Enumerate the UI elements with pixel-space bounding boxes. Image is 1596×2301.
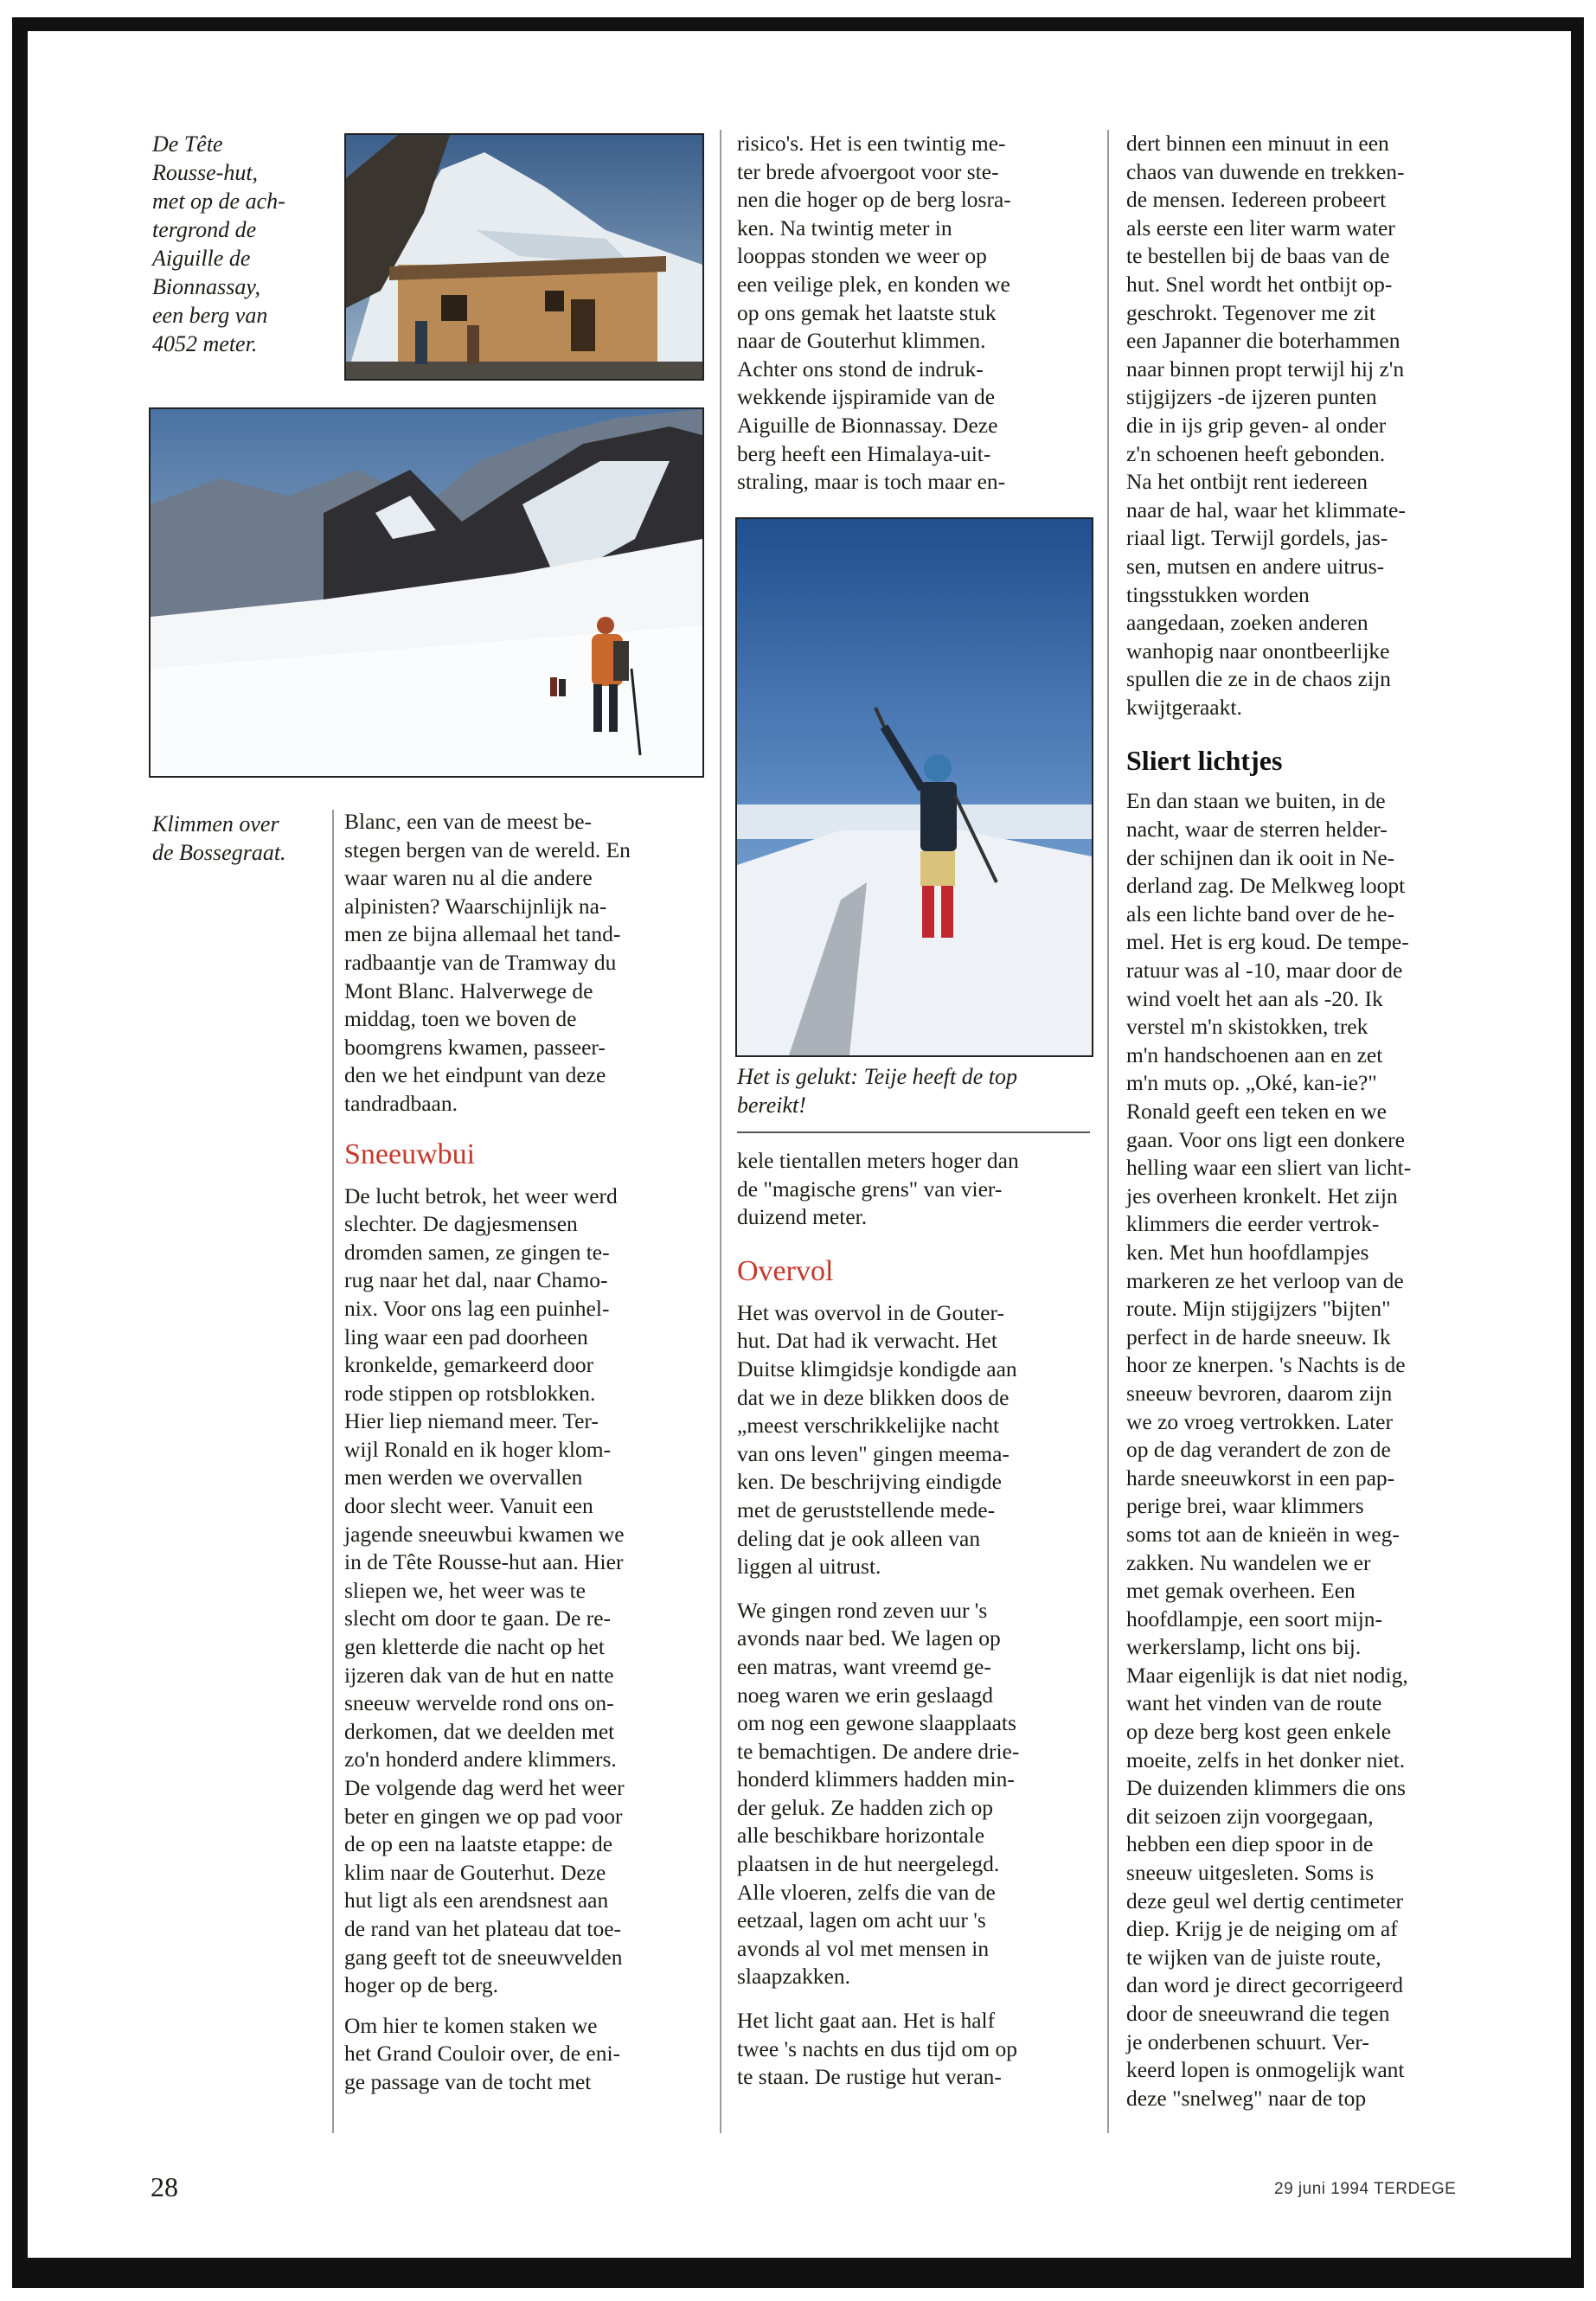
col2-paragraph-2: kele tientallen meters hoger dan de "magische grens" van vier- duizend meter. [737, 1148, 1019, 1230]
caption-hut: De Tête Rousse-hut, met op de ach- tergrond de Aiguille de Bionnassay, een berg van 4052 meter. [152, 131, 285, 356]
column-1 [344, 808, 716, 2097]
column-rule-1 [332, 810, 334, 2133]
col1-paragraph-3: Om hier te komen staken we het Grand Couloir over, de eni- ge passage van de tocht met [344, 2012, 621, 2094]
col2-paragraph-5: Het licht gaat aan. Het is half twee 's nachts en dus tijd om op te staan. De rustige hut veran- [737, 2008, 1018, 2090]
col2-paragraph-4: We gingen rond zeven uur 's avonds naar bed. We lagen op een matras, want vreemd ge- noeg waren we erin geslaagd om nog een gewone slaapplaats te bemachtigen. De andere drie- honderd klimmers hadden min- der geluk. Ze hadden zich op alle beschikbare horizontale plaatsen in de hut neergelegd. Alle vloeren, zelfs die van de eetzaal, lagen om acht uur 's avonds al vol met mensen in slaapzakken. [737, 1597, 1020, 1990]
issue-footer: 29 juni 1994 TERDEGE [1274, 2180, 1457, 2198]
caption-summit: Het is gelukt: Teije heeft de top bereikt! [737, 1064, 1017, 1118]
heading-sneeuwbui: Sneeuwbui [344, 1138, 476, 1170]
col1-paragraph-2: De lucht betrok, het weer werd slechter. De dagjesmensen dromden samen, ze gingen te- rug naar het dal, naar Chamo- nix. Voor ons lag een puinhel- ling waar een pad doorheen kronkelde, gemarkeerd door rode stippen op rotsblokken. Hier liep niemand meer. Ter- wijl Ronald en ik hoger klom- men werden we overvallen door slecht weer. Vanuit een jagende sneeuwbui kwamen we in de Tête Rousse-hut aan. Hier sliepen we, het weer was te slecht om door te gaan. De re- gen kletterde die nacht op het ijzeren dak van de hut en natte sneeuw wervelde rond ons on- derkomen, dat we deelden met zo'n honderd andere klimmers. De volgende dag werd het weer beter en gingen we op pad voor de op een na laatste etappe: de klim naar de Gouterhut. Deze hut ligt als een arendsnest aan de rand van het plateau dat toe- gang geeft tot de sneeuwvelden hoger op de berg. [344, 1183, 625, 1998]
scan-border-bottom [12, 2258, 1584, 2288]
col3-paragraph-1: dert binnen een minuut in een chaos van duwende en trekken- de mensen. Iedereen probeert als eerste een liter warm water te bestellen bij de baas van de hut. Snel wordt het ontbijt op- geschrokt. Tegenover me zit een Japanner die boterhammen naar binnen propt terwijl hij z'n stijgijzers -de ijzeren punten die in ijs grip geven- al onder z'n schoenen heeft gebonden. Na het ontbijt rent iedereen naar de hal, waar het klimmate- riaal ligt. Terwijl gordels, jas- sen, mutsen en andere uitrus- tingsstukken worden aangedaan, zoeken anderen wanhopig naar onontbeerlijke spullen die ze in de chaos zijn kwijtgeraakt. [1126, 131, 1406, 720]
hut-image [346, 135, 702, 379]
summit-image [737, 519, 1092, 1055]
scan-border-right [1571, 17, 1584, 2288]
scan-border-top [12, 17, 1584, 31]
page-number: 28 [151, 2171, 178, 2202]
column-2-bottom [737, 1147, 1100, 2092]
col2-paragraph-3: Het was overvol in de Gouter- hut. Dat had ik verwacht. Het Duitse klimgidsje kondigde aan dat we in deze blikken doos de „meest verschrikkelijke nacht van ons leven" gingen meema- ken. De beschrijving eindigde met de geruststellende mede- deling dat je ook alleen van liggen al uitrust. [737, 1299, 1017, 1580]
col3-paragraph-2: En dan staan we buiten, in de nacht, waar de sterren helder- der schijnen dan ik ooit in Ne- derland zag. De Melkweg loopt als een lichte band over de he- mel. Het is erg koud. De tempe- ratuur was al -10, maar door de wind voelt het aan als -20. Ik verstel m'n skistokken, trek m'n handschoenen aan en zet m'n muts op. „Oké, kan-ie?" Ronald geeft een teken en we gaan. Voor ons ligt een donkere helling waar een sliert van licht- jes overheen kronkelt. Het zijn klimmers die eerder vertrok- ken. Met hun hoofdlampjes markeren ze het verloop van de route. Mijn stijgijzers "bijten" perfect in de harde sneeuw. Ik hoor ze knerpen. 's Nachts is de sneeuw bevroren, daarom zijn we zo vroeg vertrokken. Later op de dag verandert de zon de harde sneeuwkorst in een pap- perige brei, waar klimmers soms tot aan de knieën in weg- zakken. Nu wandelen we er met gemak overheen. Een hoofdlampje, een soort mijn- werkerslamp, licht ons bij. Maar eigenlijk is dat niet nodig, want het vinden van de route op deze berg kost geen enkele moeite, zelfs in het donker niet. De duizenden klimmers die ons dit seizoen zijn voorgegaan, hebben een diep spoor in de sneeuw uitgesleten. Soms is deze geul wel dertig centimeter diep. Krijg je de neiging om af te wijken van de juiste route, dan word je direct gecorrigeerd door de sneeuwrand die tegen je onderbenen schuurt. Ver- keerd lopen is onmogelijk want deze "snelweg" naar de top [1126, 788, 1412, 2111]
heading-overvol: Overvol [737, 1254, 834, 1287]
col2-paragraph-1: risico's. Het is een twintig me- ter brede afvoergoot voor ste- nen die hoger op de berg losra- ken. Na twintig meter in looppas stonden we weer op een veilige plek, en konden we op ons gemak het laatste stuk naar de Gouterhut klimmen. Achter ons stond de indruk- wekkende ijspiramide van de Aiguille de Bionnassay. Deze berg heeft een Himalaya-uit- straling, maar is toch maar en- [737, 131, 1011, 495]
heading-sliert-lichtjes: Sliert lichtjes [1126, 745, 1283, 777]
caption-climbing: Klimmen over de Bossegraat. [152, 811, 286, 865]
column-2-top [737, 130, 1100, 497]
column-3 [1126, 130, 1490, 2112]
column-rule-2 [720, 130, 721, 2133]
photo-summit [735, 517, 1093, 1057]
column-rule-3 [1107, 130, 1109, 2133]
col1-paragraph-1: Blanc, een van de meest be- stegen bergen van de wereld. En waar waren nu al die andere alpinisten? Waarschijnlijk na- men ze bijna allemaal het tand- radbaantje van de Tramway du Mont Blanc. Halverwege de middag, toen we boven de boomgrens kwamen, passeer- den we het eindpunt van deze tandradbaan. [344, 809, 631, 1116]
caption-summit-rule [737, 1131, 1090, 1133]
photo-hut [344, 133, 704, 381]
photo-climbing [149, 407, 704, 778]
climbing-image [151, 409, 702, 776]
scan-border-left [12, 17, 28, 2288]
